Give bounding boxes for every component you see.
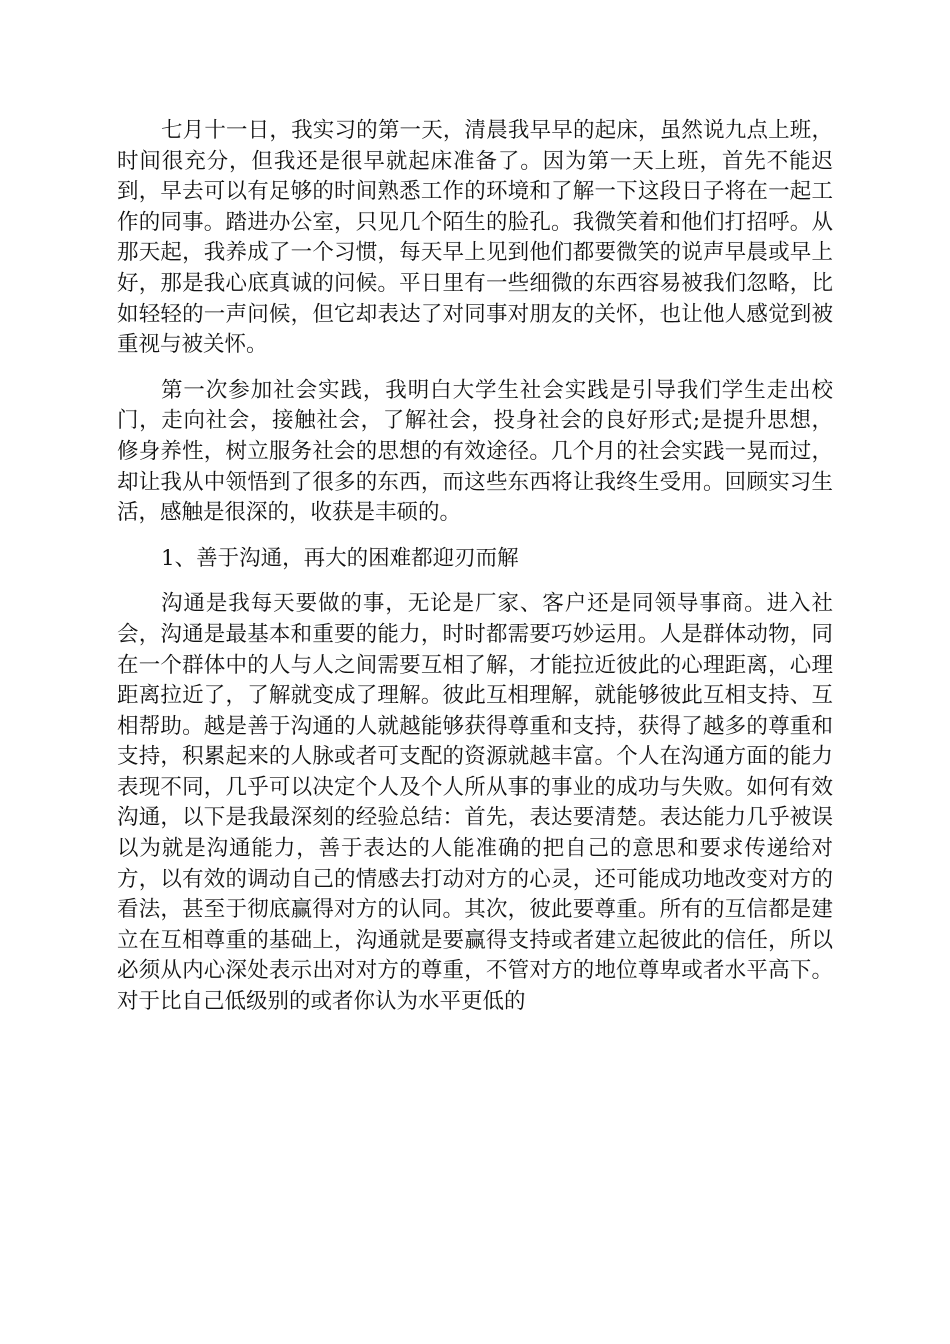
paragraph-communication: 沟通是我每天要做的事，无论是厂家、客户还是同领导事商。进入社会，沟通是最基本和重要的能力，时时都需要巧妙运用。人是群体动物，同在一个群体中的人与人之间需要互相了解，才能拉近彼此的心理距离，心理距离拉近了，了解就变成了理解。彼此互相理解，就能够彼此互相支持、互相帮助。越是善于沟通的人就越能够获得尊重和支持，获得了越多的尊重和支持，积累起来的人脉或者可支配的资源就越丰富。个人在沟通方面的能力表现不同，几乎可以决定个人及个人所从事的事业的成功与失败。如何有效沟通，以下是我最深刻的经验总结：首先，表达要清楚。表达能力几乎被误以为就是沟通能力，善于表达的人能准确的把自己的意思和要求传递给对方，以有效的调动自己的情感去打动对方的心灵，还可能成功地改变对方的看法，甚至于彻底赢得对方的认同。其次，彼此要尊重。所有的互信都是建立在互相尊重的基础上，沟通就是要赢得支持或者建立起彼此的信任，所以必须从内心深处表示出对对方的尊重，不管对方的地位尊卑或者水平高下。对于比自己低级别的或者你认为水平更低的 [117, 591, 833, 1015]
paragraph-first-day: 七月十一日，我实习的第一天，清晨我早早的起床，虽然说九点上班，时间很充分，但我还是很早就起床准备了。因为第一天上班，首先不能迟到，早去可以有足够的时间熟悉工作的环境和了解一下这段日子将在一起工作的同事。踏进办公室，只见几个陌生的脸孔。我微笑着和他们打招呼。从那天起，我养成了一个习惯，每天早上见到他们都要微笑的说声早晨或早上好，那是我心底真诚的问候。平日里有一些细微的东西容易被我们忽略，比如轻轻的一声问候，但它却表达了对同事对朋友的关怀，也让他人感觉到被重视与被关怀。 [117, 118, 833, 358]
document-body [117, 116, 833, 1033]
section-heading-communication: 1、善于沟通，再大的困难都迎刃而解 [161, 545, 519, 571]
paragraph-social-practice: 第一次参加社会实践，我明白大学生社会实践是引导我们学生走出校门，走向社会，接触社会，了解社会，投身社会的良好形式;是提升思想，修身养性，树立服务社会的思想的有效途径。几个月的社会实践一晃而过，却让我从中领悟到了很多的东西，而这些东西将让我终生受用。回顾实习生活，感触是很深的，收获是丰硕的。 [117, 377, 833, 526]
